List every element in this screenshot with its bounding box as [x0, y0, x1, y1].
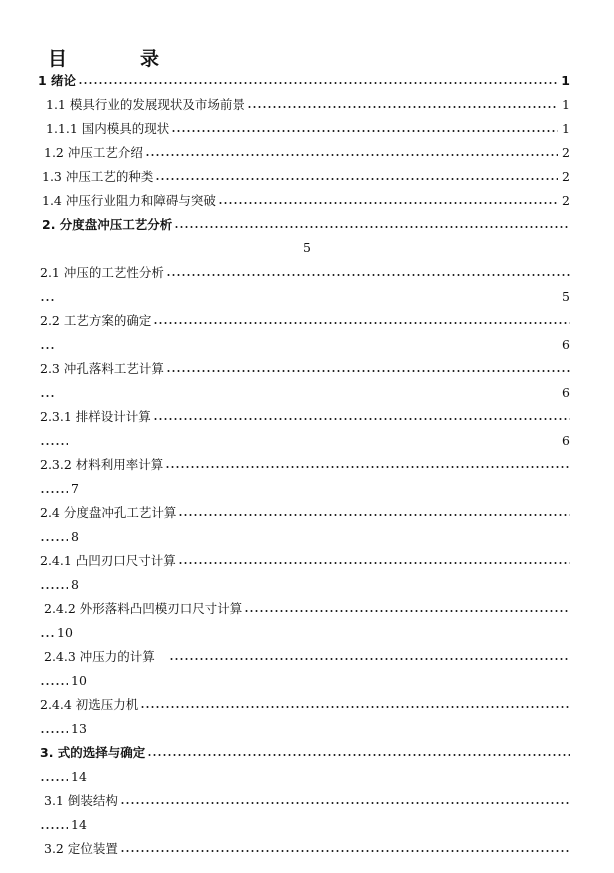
- toc-entry-page: 13: [71, 720, 87, 736]
- toc-entry: [40, 502, 570, 522]
- toc-leader-dots: [166, 274, 570, 276]
- toc-leader-dots: [171, 130, 558, 132]
- toc-entry-page: 1: [561, 72, 570, 88]
- toc-entry-page: 8: [71, 576, 79, 592]
- toc-entry-continuation: [40, 478, 570, 498]
- toc-leader-dots: [40, 683, 68, 685]
- toc-leader-dots: [174, 226, 570, 228]
- toc-entry-page: 14: [71, 816, 87, 832]
- toc-entry-text: 1 绪论: [38, 73, 77, 88]
- toc-entry-text: 2.3.2 材料利用率计算: [40, 457, 164, 472]
- toc-leader-dots: [120, 850, 570, 852]
- toc-entry: [44, 142, 570, 162]
- toc-entry: [40, 742, 570, 762]
- toc-entry-text: 3.2 定位装置: [44, 841, 118, 856]
- toc-entry-text: 1.1 模具行业的发展现状及市场前景: [46, 97, 245, 112]
- toc-entry-text: 1.1.1 国内模具的现状: [46, 121, 170, 136]
- toc-entry-page: 5: [562, 288, 570, 304]
- toc-entry: [42, 190, 570, 210]
- toc-entry-page: 6: [562, 432, 570, 448]
- toc-entry: [38, 70, 570, 90]
- toc-leader-dots: [40, 395, 54, 397]
- toc-entry: [44, 790, 570, 810]
- toc-entry-text: 2.2 工艺方案的确定: [40, 313, 152, 328]
- toc-entry-text: 2.4.1 凸凹刃口尺寸计算: [40, 553, 176, 568]
- toc-entry-continuation: [40, 718, 570, 738]
- toc-entry-continuation: [40, 286, 570, 306]
- toc-entry-continuation: [40, 574, 570, 594]
- toc-entry-text: 3. 式的选择与确定: [40, 745, 146, 760]
- toc-entry: [44, 646, 570, 666]
- toc-entry: [44, 598, 570, 618]
- toc-entry: [40, 310, 570, 330]
- toc-entry-continuation: [40, 766, 570, 786]
- toc-leader-dots: [153, 322, 570, 324]
- toc-entry-text: 1.3 冲压工艺的种类: [42, 169, 154, 184]
- toc-title: [48, 44, 160, 71]
- toc-entry-continuation: [40, 382, 570, 402]
- toc-entry-text: 2.1 冲压的工艺性分析: [40, 265, 164, 280]
- toc-leader-dots: [169, 658, 570, 660]
- toc-entry-page: 5: [303, 240, 311, 255]
- toc-leader-dots: [40, 299, 54, 301]
- toc-entry-page: 2: [562, 192, 570, 208]
- toc-entry-page: 8: [71, 528, 79, 544]
- toc-leader-dots: [147, 754, 570, 756]
- toc-entry-page: 2: [562, 168, 570, 184]
- toc-entry-text: 1.4 冲压行业阻力和障碍与突破: [42, 193, 216, 208]
- toc-entry: [40, 358, 570, 378]
- toc-leader-dots: [40, 491, 68, 493]
- toc-entry: [40, 694, 570, 714]
- toc-entry-page: 2: [562, 144, 570, 160]
- toc-entry: [40, 550, 570, 570]
- toc-entry-text: 2.3 冲孔落料工艺计算: [40, 361, 164, 376]
- toc-leader-dots: [178, 514, 570, 516]
- toc-entry-text: 2.4.2 外形落料凸凹模刃口尺寸计算: [44, 601, 243, 616]
- toc-entry-page: 10: [71, 672, 87, 688]
- toc-entry-continuation: [40, 814, 570, 834]
- toc-entry-text: 1.2 冲压工艺介绍: [44, 145, 143, 160]
- toc-entry-page: 10: [57, 624, 73, 640]
- toc-leader-dots: [40, 347, 54, 349]
- toc-entry-page: 6: [562, 336, 570, 352]
- toc-title-char-1: 目: [48, 48, 68, 70]
- toc-entry-text: 2.4 分度盘冲孔工艺计算: [40, 505, 177, 520]
- toc-leader-dots: [140, 706, 570, 708]
- toc-entry-continuation: [40, 430, 570, 450]
- toc-entry-page: 6: [562, 384, 570, 400]
- toc-entry-text: 3.1 倒装结构: [44, 793, 118, 808]
- toc-entry-continuation: [40, 622, 570, 642]
- toc-entry-continuation: [40, 670, 570, 690]
- toc-entry-continuation: [40, 334, 570, 354]
- toc-leader-dots: [40, 539, 68, 541]
- toc-leader-dots: [40, 587, 68, 589]
- toc-leader-dots: [78, 82, 557, 84]
- toc-entry: [40, 262, 570, 282]
- toc-entry-text: 2.4.3 冲压力的计算: [44, 649, 155, 664]
- toc-leader-dots: [145, 154, 558, 156]
- toc-leader-dots: [178, 562, 570, 564]
- toc-entry: [40, 406, 570, 426]
- toc-entry-page: 7: [71, 480, 79, 496]
- toc-entry: [40, 454, 570, 474]
- toc-title-char-2: 录: [140, 48, 160, 70]
- toc-entry: [46, 118, 570, 138]
- toc-leader-dots: [244, 610, 570, 612]
- toc-entry: [42, 166, 570, 186]
- toc-entry-text: 2.4.4 初选压力机: [40, 697, 139, 712]
- toc-leader-dots: [166, 370, 570, 372]
- toc-leader-dots: [40, 779, 68, 781]
- toc-leader-dots: [40, 443, 68, 445]
- toc-leader-dots: [155, 178, 558, 180]
- toc-entry-page: 1: [562, 96, 570, 112]
- toc-entry: [46, 94, 570, 114]
- toc-leader-dots: [165, 466, 570, 468]
- toc-entry: [44, 838, 570, 858]
- toc-leader-dots: [247, 106, 558, 108]
- toc-leader-dots: [120, 802, 570, 804]
- toc-entry: [42, 214, 570, 234]
- toc-entry-text: 2.3.1 排样设计计算: [40, 409, 151, 424]
- toc-leader-dots: [40, 731, 68, 733]
- toc-entry-page: 1: [562, 120, 570, 136]
- toc-leader-dots: [153, 418, 570, 420]
- toc-entry-continuation: [40, 526, 570, 546]
- toc-entry-page: 14: [71, 768, 87, 784]
- toc-leader-dots: [40, 827, 68, 829]
- toc-leader-dots: [40, 635, 54, 637]
- toc-entry-text: 2. 分度盘冲压工艺分析: [42, 217, 173, 232]
- toc-leader-dots: [218, 202, 558, 204]
